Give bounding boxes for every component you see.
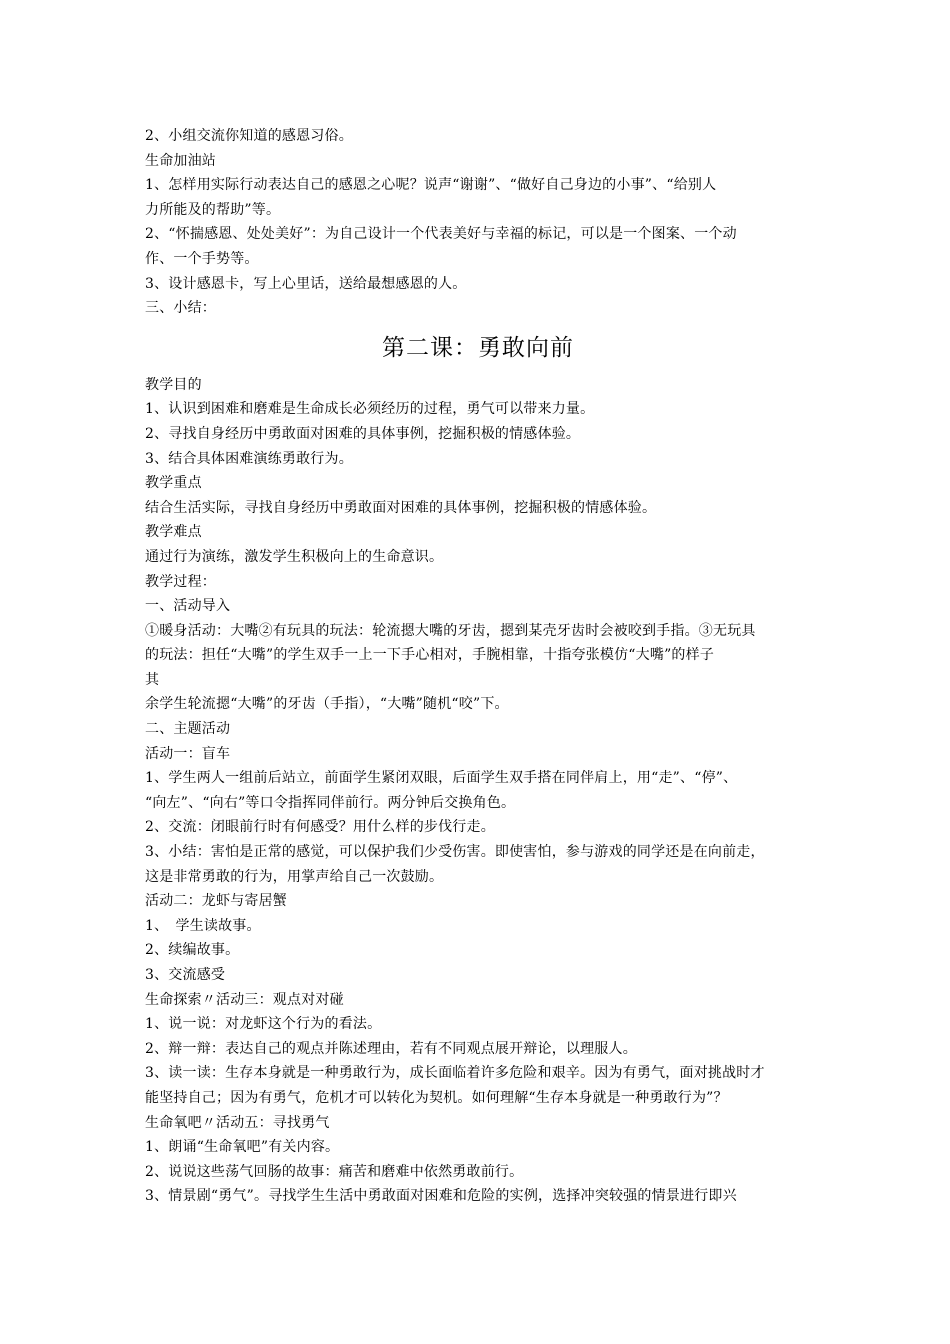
text-line: 1、 学生读故事。 — [145, 917, 261, 934]
text-line: 教学目的 — [145, 376, 202, 393]
text-line: 2、续编故事。 — [145, 942, 240, 959]
text-line: 教学重点 — [145, 475, 202, 492]
text-line: 2、小组交流你知道的感恩习俗。 — [145, 128, 353, 144]
text-line: 1、朗诵“生命氧吧”有关内容。 — [145, 1139, 340, 1156]
text-line: 1、学生两人一组前后站立，前面学生紧闭双眼，后面学生双手搭在同伴肩上，用“走”、“停”、 — [145, 770, 738, 787]
text-line: 生命加油站 — [145, 152, 216, 169]
section-lesson2 — [145, 373, 811, 1209]
text-line: 其 — [145, 671, 160, 688]
text-line: 生命氧吧〃活动五：寻找勇气 — [145, 1114, 330, 1131]
text-line: 1、认识到困难和磨难是生命成长必须经历的过程，勇气可以带来力量。 — [145, 401, 595, 418]
lesson-title: 第二课：勇敢向前 — [382, 334, 574, 361]
text-line: 能坚持自己；因为有勇气，危机才可以转化为契机。如何理解“生存本身就是一种勇敢行为”？ — [145, 1089, 728, 1106]
text-line: 这是非常勇敢的行为，用掌声给自己一次鼓励。 — [145, 868, 444, 885]
text-line: ①暖身活动：大嘴②有玩具的玩法：轮流摁大嘴的牙齿，摁到某壳牙齿时会被咬到手指。③无玩具 — [145, 622, 756, 639]
text-line: 结合生活实际，寻找自身经历中勇敢面对困难的具体事例，挖掘积极的情感体验。 — [145, 499, 657, 516]
text-line: 活动一：盲车 — [145, 745, 231, 762]
text-line: 3、交流感受 — [145, 967, 226, 983]
text-line: 1、说一说：对龙虾这个行为的看法。 — [145, 1016, 382, 1033]
text-line: 教学过程： — [145, 573, 216, 590]
text-line: 2、寻找自身经历中勇敢面对困难的具体事例，挖掘积极的情感体验。 — [145, 425, 581, 442]
text-line: 余学生轮流摁“大嘴”的牙齿（手指），“大嘴”随机“咬”下。 — [145, 696, 509, 713]
text-line: 生命探索〃活动三：观点对对碰 — [145, 991, 344, 1008]
text-line: 2、说说这些荡气回肠的故事：痛苦和磨难中依然勇敢前行。 — [145, 1163, 524, 1180]
text-line: 力所能及的帮助”等。 — [145, 201, 281, 218]
text-line: 作、一个手势等。 — [145, 250, 259, 267]
text-line: “向左”、“向右”等口令指挥同伴前行。两分钟后交换角色。 — [145, 794, 516, 811]
text-line: 3、情景剧“勇气”。寻找学生生活中勇敢面对困难和危险的实例，选择冲突较强的情景进行即兴 — [145, 1188, 737, 1205]
document-body — [145, 124, 811, 1209]
text-line: 二、主题活动 — [145, 721, 231, 738]
text-line: 2、交流：闭眼前行时有何感受？用什么样的步伐行走。 — [145, 819, 495, 836]
text-line: 3、结合具体困难演练勇敢行为。 — [145, 450, 353, 467]
section-lesson1-end — [145, 124, 811, 321]
text-line: 活动二：龙虾与寄居蟹 — [145, 893, 287, 910]
text-line: 一、活动导入 — [145, 598, 231, 615]
text-line: 教学难点 — [145, 524, 202, 541]
text-line: 3、小结：害怕是正常的感觉，可以保护我们少受伤害。即使害怕，参与游戏的同学还是在向前走， — [145, 844, 765, 861]
text-line: 3、读一读：生存本身就是一种勇敢行为，成长面临着许多危险和艰辛。因为有勇气，面对挑战时才 — [145, 1065, 765, 1082]
text-line: 1、怎样用实际行动表达自己的感恩之心呢？说声“谢谢”、“做好自己身边的小事”、“给别人 — [145, 177, 717, 194]
text-line: 3、设计感恩卡，写上心里话，送给最想感恩的人。 — [145, 275, 467, 292]
text-line: 三、小结： — [145, 300, 216, 317]
text-line: 的玩法：担任“大嘴”的学生双手一上一下手心相对，手腕相靠，十指夸张模仿“大嘴”的样子 — [145, 647, 715, 664]
text-line: 2、辩一辩：表达自己的观点并陈述理由，若有不同观点展开辩论，以理服人。 — [145, 1040, 637, 1057]
text-line: 通过行为演练，激发学生积极向上的生命意识。 — [145, 548, 444, 565]
text-line: 2、“怀揣感恩、处处美好”：为自己设计一个代表美好与幸福的标记，可以是一个图案、一个动 — [145, 226, 737, 243]
